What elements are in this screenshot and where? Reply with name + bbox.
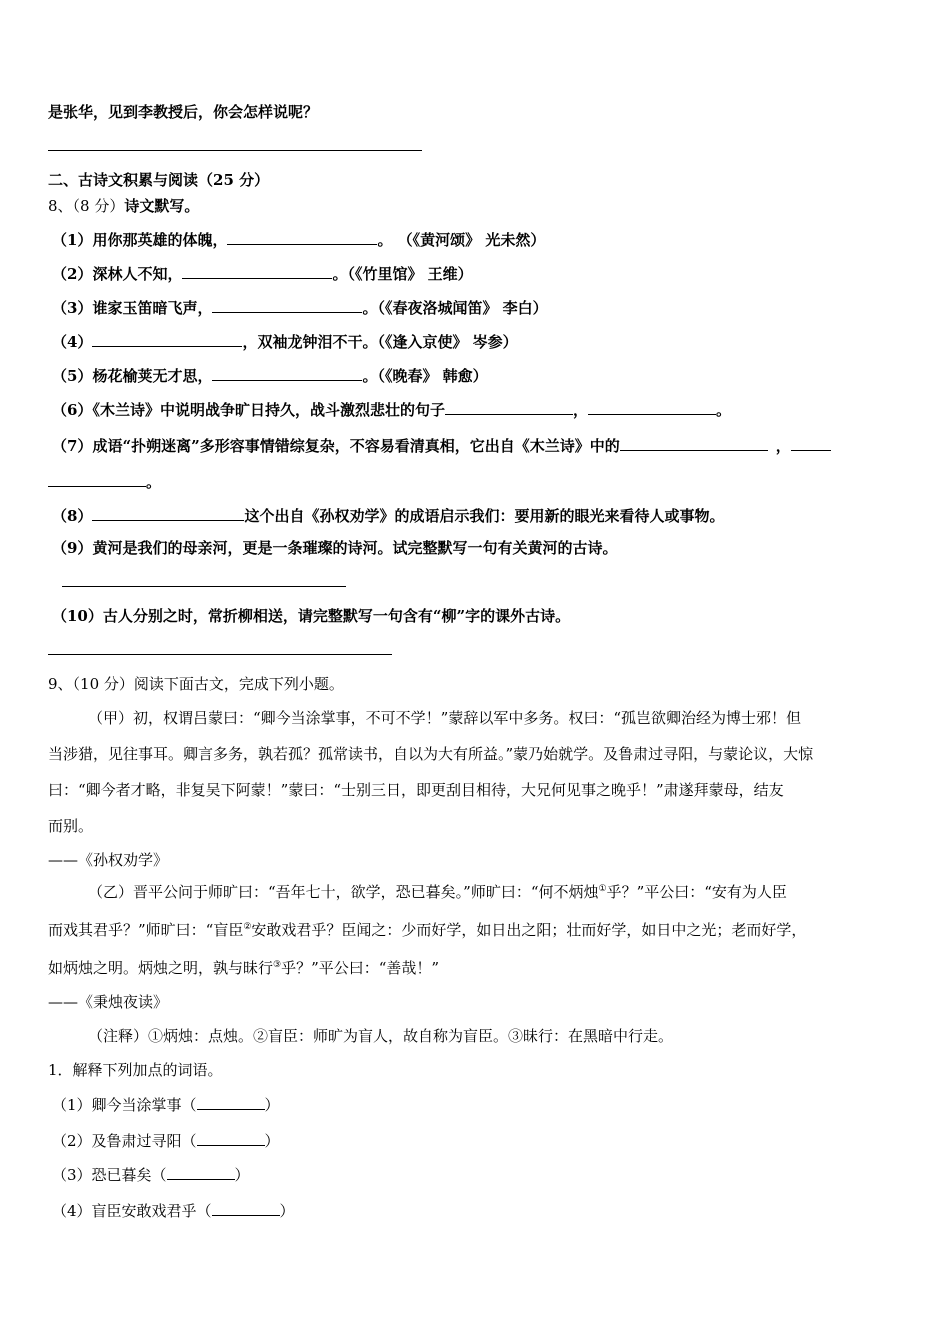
item-text: 用你那英雄的体魄， [92, 231, 228, 249]
q8-item-5 [52, 364, 488, 386]
item-text: 古人分别之时，常折柳相送，请完整默写一句含有“柳”字的课外古诗。 [102, 607, 571, 625]
fill-blank[interactable] [92, 504, 244, 521]
fill-blank[interactable] [212, 364, 362, 381]
q8-item-3 [52, 296, 548, 318]
passage-text: （乙）晋平公问于师旷曰：“吾年七十，欲学，恐已暮矣。”师旷曰：“何不炳烛 [88, 883, 599, 901]
item-number: （10） [52, 607, 103, 625]
fill-blank[interactable] [620, 434, 768, 451]
fill-blank[interactable] [48, 470, 146, 487]
section-title: 二、古诗文积累与阅读（25 分） [48, 171, 270, 189]
answer-blank[interactable] [197, 1130, 265, 1146]
fill-blank[interactable] [182, 262, 332, 279]
item-text: 深林人不知， [92, 265, 183, 283]
passage-text: 而戏其君乎？”师旷曰：“盲臣 [48, 921, 244, 939]
answer-blank[interactable] [197, 1094, 265, 1110]
sub1-item-4 [52, 1200, 295, 1221]
passage-b-line-2 [48, 920, 806, 940]
passage-a-line-1: （甲）初，权谓吕蒙曰：“卿今当涂掌事，不可不学！”蒙辞以军中多务。权曰：“孤岂欲卿治经为博士邪！但 [88, 709, 802, 727]
item-source: 。（《竹里馆》 王维） [332, 265, 473, 283]
q8-number: 8、（8 分） [48, 197, 125, 215]
item-close: ） [264, 1096, 280, 1114]
footnote-marker: ① [598, 884, 607, 894]
q8-item-6 [52, 398, 731, 420]
item-number: （8） [52, 507, 93, 525]
fill-blank[interactable] [791, 434, 831, 451]
answer-line-q8-10[interactable] [48, 654, 392, 655]
item-end: 。 [146, 473, 162, 491]
answer-blank[interactable] [212, 1200, 280, 1216]
q8-item-1 [52, 228, 545, 250]
item-text: （1）卿今当涂掌事（ [52, 1096, 197, 1114]
item-text: 黄河是我们的母亲河，更是一条璀璨的诗河。试完整默写一句有关黄河的古诗。 [92, 539, 618, 557]
q8-item-9 [52, 538, 617, 558]
item-separator: ， [572, 401, 588, 419]
item-text: （2）及鲁肃过寻阳（ [52, 1132, 197, 1150]
item-close: ） [264, 1132, 280, 1150]
sub-question-1-title: 1．解释下列加点的词语。 [48, 1061, 223, 1079]
q9-header: 9、（10 分）阅读下面古文，完成下列小题。 [48, 675, 344, 693]
item-close: ） [279, 1202, 295, 1220]
passage-a-source: ——《孙权劝学》 [48, 851, 169, 869]
item-number: （4） [52, 333, 93, 351]
q8-item-4 [52, 330, 518, 352]
q8-item-8 [52, 504, 724, 526]
passage-a-line-4: 而别。 [48, 817, 94, 835]
item-text: 这个出自《孙权劝学》的成语启示我们：要用新的眼光来看待人或事物。 [244, 507, 725, 525]
q8-item-2 [52, 262, 473, 284]
footnote-marker: ② [243, 922, 252, 932]
item-number: （7） [52, 437, 93, 455]
fill-blank[interactable] [212, 296, 362, 313]
sub1-item-1 [52, 1094, 280, 1115]
item-separator: ， [775, 437, 791, 455]
item-source: 。 （《黄河颂》 光未然） [377, 231, 546, 249]
item-text: 成语“扑朔迷离”多形容事情错综复杂，不容易看清真相，它出自《木兰诗》中的 [92, 437, 620, 455]
fill-blank[interactable] [227, 228, 377, 245]
q8-instruction: 诗文默写。 [124, 197, 200, 215]
answer-blank[interactable] [167, 1164, 235, 1180]
item-text: 谁家玉笛暗飞声， [92, 299, 213, 317]
item-number: （9） [52, 539, 93, 557]
item-number: （1） [52, 231, 93, 249]
item-text: 杨花榆荚无才思， [92, 367, 213, 385]
fill-blank[interactable] [445, 398, 573, 415]
sub1-item-3 [52, 1164, 250, 1185]
passage-text: 安敢戏君乎？臣闻之：少而好学，如日出之阳；壮而好学，如日中之光；老而好学， [251, 921, 807, 939]
answer-line-q7 [48, 150, 422, 151]
q8-item-7-continued [48, 470, 161, 492]
q8-header [48, 196, 199, 216]
passage-b-source: ——《秉烛夜读》 [48, 993, 169, 1011]
passage-text: 乎？”平公曰：“善哉！” [281, 959, 440, 977]
passage-a-line-2: 当涉猎，见往事耳。卿言多务，孰若孤？孤常读书，自以为大有所益。”蒙乃始就学。及鲁肃过寻阳，与蒙论议，大惊 [48, 745, 814, 763]
q8-item-7 [52, 434, 831, 456]
fill-blank[interactable] [92, 330, 242, 347]
q7-tail-text: 是张华，见到李教授后，你会怎样说呢？ [48, 103, 319, 121]
fill-blank[interactable] [588, 398, 716, 415]
footnote-marker: ③ [273, 960, 282, 970]
q8-item-10 [52, 606, 570, 626]
passage-text: 如炳烛之明。炳烛之明，孰与昧行 [48, 959, 274, 977]
item-source: 。（《春夜洛城闻笛》 李白） [362, 299, 548, 317]
passage-text: 乎？”平公曰：“安有为人臣 [606, 883, 787, 901]
item-text: （4）盲臣安敢戏君乎（ [52, 1202, 212, 1220]
item-source: ，双袖龙钟泪不干。（《逢入京使》 岑参） [242, 333, 518, 351]
item-end: 。 [715, 401, 731, 419]
passage-a-line-3: 曰：“卿今者才略，非复吴下阿蒙！”蒙曰：“士别三日，即更刮目相待，大兄何见事之晚乎！”肃遂拜蒙母，结友 [48, 781, 784, 799]
answer-line-q8-9[interactable] [62, 586, 346, 587]
passage-notes: （注释）①炳烛：点烛。②盲臣：师旷为盲人，故自称为盲臣。③昧行：在黑暗中行走。 [88, 1027, 674, 1045]
sub1-item-2 [52, 1130, 280, 1151]
passage-b-line-1 [88, 882, 787, 902]
item-text: （3）恐已暮矣（ [52, 1166, 167, 1184]
item-text: 《木兰诗》中说明战争旷日持久，战斗激烈悲壮的句子 [92, 401, 445, 419]
item-number: （6） [52, 401, 93, 419]
item-number: （2） [52, 265, 93, 283]
item-number: （3） [52, 299, 93, 317]
item-close: ） [234, 1166, 250, 1184]
passage-b-line-3 [48, 958, 439, 978]
item-number: （5） [52, 367, 93, 385]
item-source: 。（《晚春》 韩愈） [362, 367, 488, 385]
